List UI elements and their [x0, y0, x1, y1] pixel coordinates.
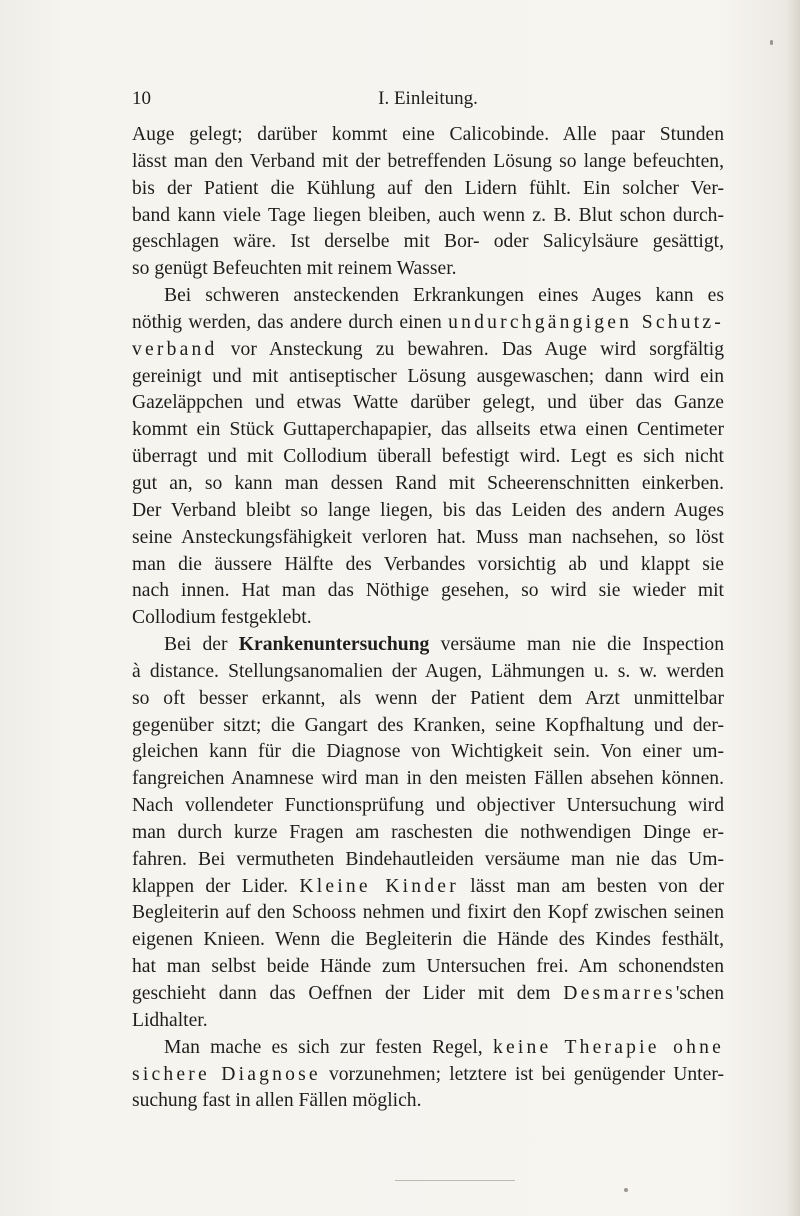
- text-line: überragt und mit Collodium überall befestigt wird. Legt es sich nicht: [132, 446, 724, 468]
- text-line: so genügt Befeuchten mit reinem Wasser.: [132, 258, 457, 280]
- text-line: suchung fast in allen Fällen möglich.: [132, 1090, 422, 1112]
- text-fragment: Bei der: [164, 634, 239, 656]
- text-line: gut an, so kann man dessen Rand mit Scheerenschnitten einkerben.: [132, 472, 724, 494]
- text-line: gegenüber sitzt; die Gangart des Kranken, seine Kopfhaltung und der-: [132, 714, 724, 736]
- text-line: Lidhalter.: [132, 1009, 208, 1031]
- scan-speck: [624, 1188, 628, 1192]
- emphasis-spaced: Desmarres: [563, 983, 676, 1004]
- paragraph-3: [132, 632, 724, 1035]
- text-line: [132, 337, 724, 364]
- emphasis-spaced: undurchgängigen Schutz-: [448, 311, 724, 333]
- text-fragment: vorzunehmen; letztere ist bei genügender Unter-: [320, 1063, 724, 1085]
- text-line: eigenen Knieen. Wenn die Begleiterin die Hände des Kindes festhält,: [132, 929, 724, 951]
- text-line: [132, 1035, 724, 1062]
- text-fragment: klappen der Lider.: [132, 875, 300, 897]
- text-line: [132, 1062, 724, 1089]
- text-line: Collodium festgeklebt.: [132, 607, 312, 629]
- body-text: [132, 122, 724, 1115]
- text-line: gleichen kann für die Diagnose von Wichtigkeit sein. Von einer um-: [132, 741, 724, 763]
- text-line: Begleiterin auf den Schooss nehmen und fixirt den Kopf zwischen seinen: [132, 902, 724, 924]
- text-line: [132, 310, 724, 337]
- text-fragment: versäume man nie die Inspection: [429, 634, 724, 656]
- text-line: [132, 874, 724, 901]
- scan-speck: [770, 40, 773, 45]
- text-line: man die äussere Hälfte des Verbandes vorsichtig ab und klappt sie: [132, 553, 724, 575]
- text-line: à distance. Stellungsanomalien der Augen, Lähmungen u. s. w. werden: [132, 660, 724, 682]
- text-line: fangreichen Anamnese wird man in den meisten Fällen absehen können.: [132, 768, 724, 790]
- text-fragment: nöthig werden, das andere durch einen: [132, 311, 449, 333]
- text-fragment: geschieht dann das Oeffnen der Lider mit dem: [132, 983, 564, 1004]
- text-line: bis der Patient die Kühlung auf den Lidern fühlt. Ein solcher Ver-: [132, 177, 724, 199]
- running-head: I. Einleitung.: [378, 88, 478, 109]
- text-fragment: 'schen: [675, 983, 724, 1004]
- paragraph-4: [132, 1035, 724, 1116]
- page-number: 10: [132, 88, 151, 109]
- emphasis-spaced: sichere Diagnose: [132, 1063, 321, 1085]
- text-line: fahren. Bei vermutheten Bindehautleiden versäume man nie das Um-: [132, 848, 724, 870]
- text-fragment: lässt man am besten von der: [458, 875, 724, 897]
- text-fragment: vor Ansteckung zu bewahren. Das Auge wird sorgfältig: [217, 338, 724, 360]
- text-line: Auge gelegt; darüber kommt eine Calicobinde. Alle paar Stunden: [132, 124, 724, 145]
- text-line: Der Verband bleibt so lange liegen, bis das Leiden des andern Auges: [132, 499, 724, 521]
- text-line: band kann viele Tage liegen bleiben, auch wenn z. B. Blut schon durch-: [132, 204, 724, 226]
- text-line: gereinigt und mit antiseptischer Lösung ausgewaschen; dann wird ein: [132, 365, 724, 387]
- text-line: [132, 632, 724, 659]
- text-line: Gazeläppchen und etwas Watte darüber gelegt, und über das Ganze: [132, 392, 724, 414]
- paragraph-1: [132, 122, 724, 283]
- text-line: lässt man den Verband mit der betreffenden Lösung so lange befeuchten,: [132, 150, 724, 172]
- text-line: seine Ansteckungsfähigkeit verloren hat. Muss man nachsehen, so löst: [132, 526, 724, 548]
- text-line: geschlagen wäre. Ist derselbe mit Bor- oder Salicylsäure gesättigt,: [132, 231, 724, 253]
- text-line: nach innen. Hat man das Nöthige gesehen, so wird sie wieder mit: [132, 580, 724, 602]
- page-header: [132, 88, 724, 114]
- text-line: kommt ein Stück Guttaperchapapier, das allseits etwa einen Centimeter: [132, 419, 724, 441]
- emphasis-spaced: verband: [132, 338, 218, 360]
- text-line: so oft besser erkannt, als wenn der Patient dem Arzt unmittelbar: [132, 687, 724, 709]
- text-line: Bei schweren ansteckenden Erkrankungen eines Auges kann es: [164, 285, 724, 307]
- page-edge-shadow: [786, 0, 800, 1216]
- text-line: man durch kurze Fragen am raschesten die nothwendigen Dinge er-: [132, 821, 724, 843]
- paragraph-2: [132, 283, 724, 632]
- emphasis-bold: Krankenuntersuchung: [238, 634, 430, 656]
- text-line: [132, 981, 724, 1008]
- emphasis-spaced: keine Therapie ohne: [492, 1036, 724, 1058]
- footer-rule: [395, 1180, 515, 1181]
- text-fragment: Man mache es sich zur festen Regel,: [164, 1036, 493, 1058]
- text-line: hat man selbst beide Hände zum Untersuchen frei. Am schonendsten: [132, 956, 724, 978]
- text-line: Nach vollendeter Functionsprüfung und objectiver Untersuchung wird: [132, 795, 724, 817]
- emphasis-spaced: Kleine Kinder: [299, 875, 459, 897]
